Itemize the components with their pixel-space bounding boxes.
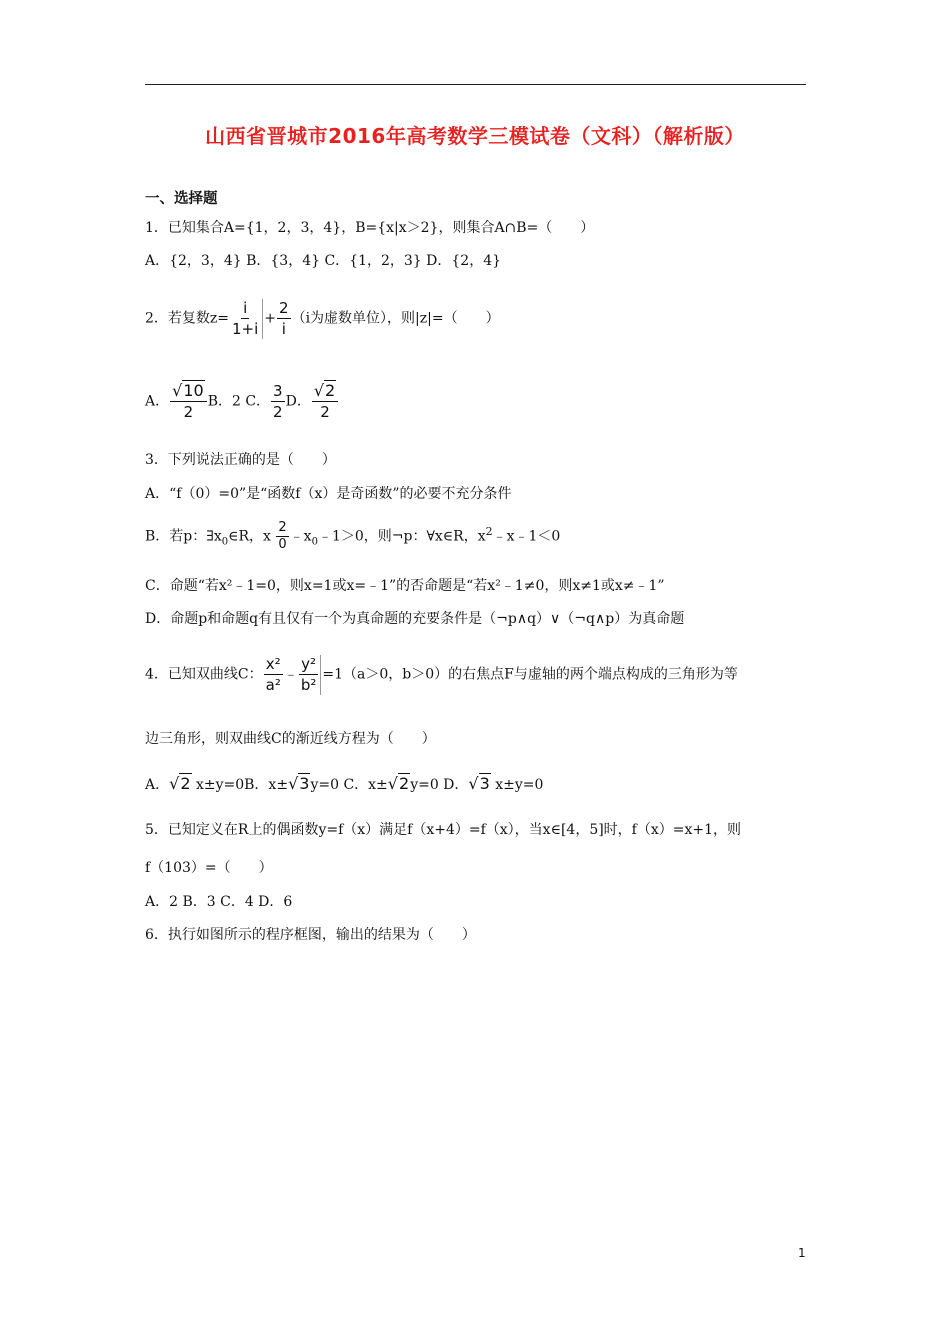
fraction: $\frac{√10}{2}$ [170, 381, 207, 422]
q2-options: A． $\frac{√10}{2}$ B．2 C． $\frac{3}{2}$ D． $\frac{√2}{2}$ [145, 381, 339, 422]
q3-stem: 3．下列说法正确的是（ ） [145, 452, 336, 468]
q1-stem: 1．已知集合A={1，2，3，4}，B={x|x＞2}，则集合A∩B=（ ） [145, 220, 595, 236]
q1-options: A．{2，3，4} B．{3，4} C．{1，2，3} D．{2，4} [145, 253, 502, 269]
q6-stem: 6．执行如图所示的程序框图，输出的结果为（ ） [145, 927, 476, 943]
page-number: 1 [798, 1246, 806, 1260]
fraction: $\frac{\text{y²}}{\text{b²}}$ [300, 655, 317, 694]
q3-option-c: C．命题“若x²﹣1=0，则x=1或x=﹣1”的否命题是“若x²﹣1≠0，则x≠1或x≠﹣1” [145, 578, 665, 594]
fraction: $\frac{3}{2}$ [273, 382, 283, 421]
fraction: $\frac{2}{i}$ [279, 299, 289, 338]
q4-continuation: 边三角形，则双曲线C的渐近线方程为（ ） [145, 731, 436, 747]
q5-options: A．2 B．3 C．4 D．6 [145, 894, 293, 910]
q4-stem: 4．已知双曲线C： $\frac{\text{x²}}{\text{a²}}$ ﹣ $\frac{\text{y²}}{\text{b²}}$ =1（a＞0，b＞0）的右焦点F与虚轴的两个端点构成的三角形为等 [145, 655, 738, 694]
fraction: $\frac{i}{1+i}$ [232, 299, 259, 338]
q3-option-a: A．“f（0）=0”是“函数f（x）是奇函数”的必要不充分条件 [145, 486, 512, 502]
q3-option-b: B．若p：$\exists x_0\in R$，x $\frac{2}{0}$ $﹣x_0﹣1>0$，则¬p：∀x∈R，$x^2﹣x﹣1<0$ [145, 520, 561, 552]
header-rule [145, 84, 806, 85]
page-title: 山西省晋城市2016年高考数学三模试卷（文科）（解析版） [205, 124, 745, 148]
q3-option-d: D．命题p和命题q有且仅有一个为真命题的充要条件是（¬p∧q）∨（¬q∧p）为真命题 [145, 611, 685, 627]
q2-stem: 2．若复数z= $\frac{i}{1+i}$ + $\frac{2}{i}$ （i为虚数单位），则|z|=（ ） [145, 299, 500, 338]
fraction: $\frac{√2}{2}$ [312, 381, 338, 422]
q4-options: A．√2 x±y=0B．x±√3y=0 C．x±√2y=0 D．√3 x±y=0 [145, 774, 544, 793]
q5-stem: 5．已知定义在R上的偶函数y=f（x）满足f（x+4）=f（x），当x∈[4，5]时，f（x）=x+1，则 [145, 822, 742, 838]
q5-continuation: f（103）=（ ） [145, 860, 273, 876]
section-heading: 一、选择题 [145, 191, 218, 207]
fraction: $\frac{\text{x²}}{\text{a²}}$ [265, 655, 281, 694]
fraction: $\frac{2}{0}$ [278, 520, 287, 552]
